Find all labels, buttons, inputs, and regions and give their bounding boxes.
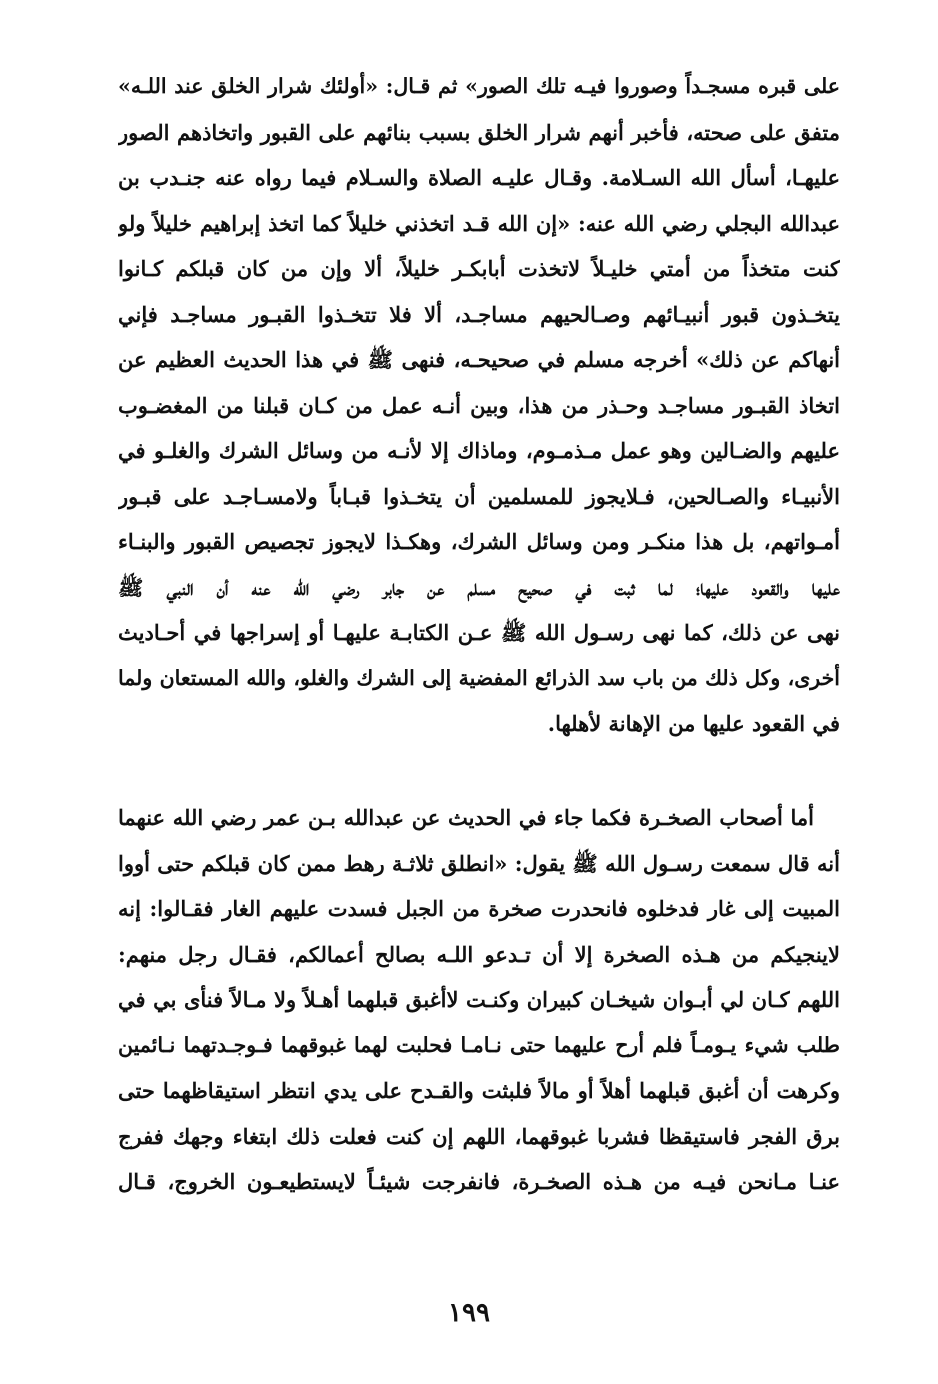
text-line: على قبره مسجـداً وصوروا فيـه تلك الصور» ثم قـال: «أولئك شرار الخلق عند اللـه» <box>118 74 840 98</box>
text-line: نهى عن ذلك، كما نهى رسـول الله ﷺ عـن الكتابـة عليهـا أو إسراجها في أحـاديث <box>118 620 840 645</box>
text-line: عبدالله البجلي رضي الله عنه: «إن الله قـد اتخذني خليلاً كما اتخذ إبراهيم خليلاً ولو <box>118 210 840 236</box>
text-line: يتخـذون قبور أنبيـائهم وصـالحيهم مساجـد، ألا فلا تتخـذوا القبـور مساجـد فإني <box>118 301 840 327</box>
page-number: ١٩٩ <box>448 1298 490 1328</box>
text-line: برق الفجر فاستيقظا فشربا غبوقهما، اللهم إن كنت فعلت ذلك ابتغاء وجهك ففرج <box>118 1123 840 1149</box>
text-line: اللهم كـان لي أبـوان شيخـان كبيران وكنـت لاأغبق قبلهما أهـلاً ولا مـالاً فنأى بي في <box>118 987 840 1012</box>
paragraph-1 <box>118 64 840 747</box>
text-line: اتخاذ القبـور مساجـد وحـذر من هذا، وبين أنـه عمل من كـان قبلنا من المغضـوب <box>118 392 840 418</box>
text-line: متفق على صحته، فأخبر أنهم شرار الخلق بسبب بنائهم على القبور واتخاذهم الصور <box>118 119 840 145</box>
text-line: أخرى، وكل ذلك من باب سد الذرائع المفضية إلى الشرك والغلو، والله المستعان ولما <box>118 665 840 690</box>
text-line: أنهاكم عن ذلك» أخرجه مسلم في صحيحـه، فنهى ﷺ في هذا الحديث العظيم عن <box>118 347 840 372</box>
text-line: عليهـا، أسأل الله السـلامة. وقـال عليـه الصلاة والسـلام فيما رواه عنه جنـدب بن <box>118 165 840 190</box>
text-line: الأنبيـاء والصـالحين، فـلايجوز للمسلمين أن يتخـذوا قبـاباً ولامسـاجـد على قبـور <box>118 483 840 509</box>
text-line: أمـواتهم، بل هذا منكـر ومن وسائل الشرك، وهكـذا لايجوز تجصيص القبور والبنـاء <box>118 529 840 554</box>
text-line: طلب شيء يـومـاً فلم أرح عليهما حتى نـامـا فحلبت لهما غبوقهما فـوجـدتهما نـائمين <box>118 1032 840 1057</box>
text-line: في القعود عليها من الإهانة لأهلها. <box>547 711 840 736</box>
paragraph-2 <box>118 795 840 1205</box>
text-line: كنت متخذاً من أمتي خليـلاً لاتخذت أبابكـر خليلاً، ألا وإن من كان قبلكم كـانوا <box>118 256 840 281</box>
text-line: عليهم والضـالين وهو عمل مـذمـوم، وماذاك إلا لأنـه من وسائل الشرك والغلـو في <box>118 438 840 463</box>
text-line: لاينجيكم من هـذه الصخرة إلا أن تـدعو اللـه بصالح أعمالكم، فقـال رجل منهم: <box>118 941 840 967</box>
text-line: أما أصحاب الصخـرة فكما جاء في الحديث عن عبدالله بـن عمر رضي الله عنهما <box>118 805 814 830</box>
text-line: عليها والقعود عليها؛ لما ثبت في صحيح مسلم عن جابر رضي الله عنه أن النبي ﷺ <box>118 574 840 600</box>
text-line: وكرهت أن أغبق قبلهما أهلاً أو مالاً فلبثت والقـدح على يدي انتظر استيقاظهما حتى <box>118 1078 840 1103</box>
text-line: عنـا مـانحن فيـه من هـذه الصخـرة، فانفرجت شيئـاً لايستطيعـون الخروج، قـال <box>118 1169 840 1194</box>
text-line: المبيت إلى غار فدخلوه فانحدرت صخرة من الجبل فسدت عليهم الغار فقـالوا: إنه <box>118 896 840 921</box>
text-line: أنه قال سمعت رسـول الله ﷺ يقول: «انطلق ثلاثـة رهط ممن كان قبلكم حتى أووا <box>118 850 840 876</box>
